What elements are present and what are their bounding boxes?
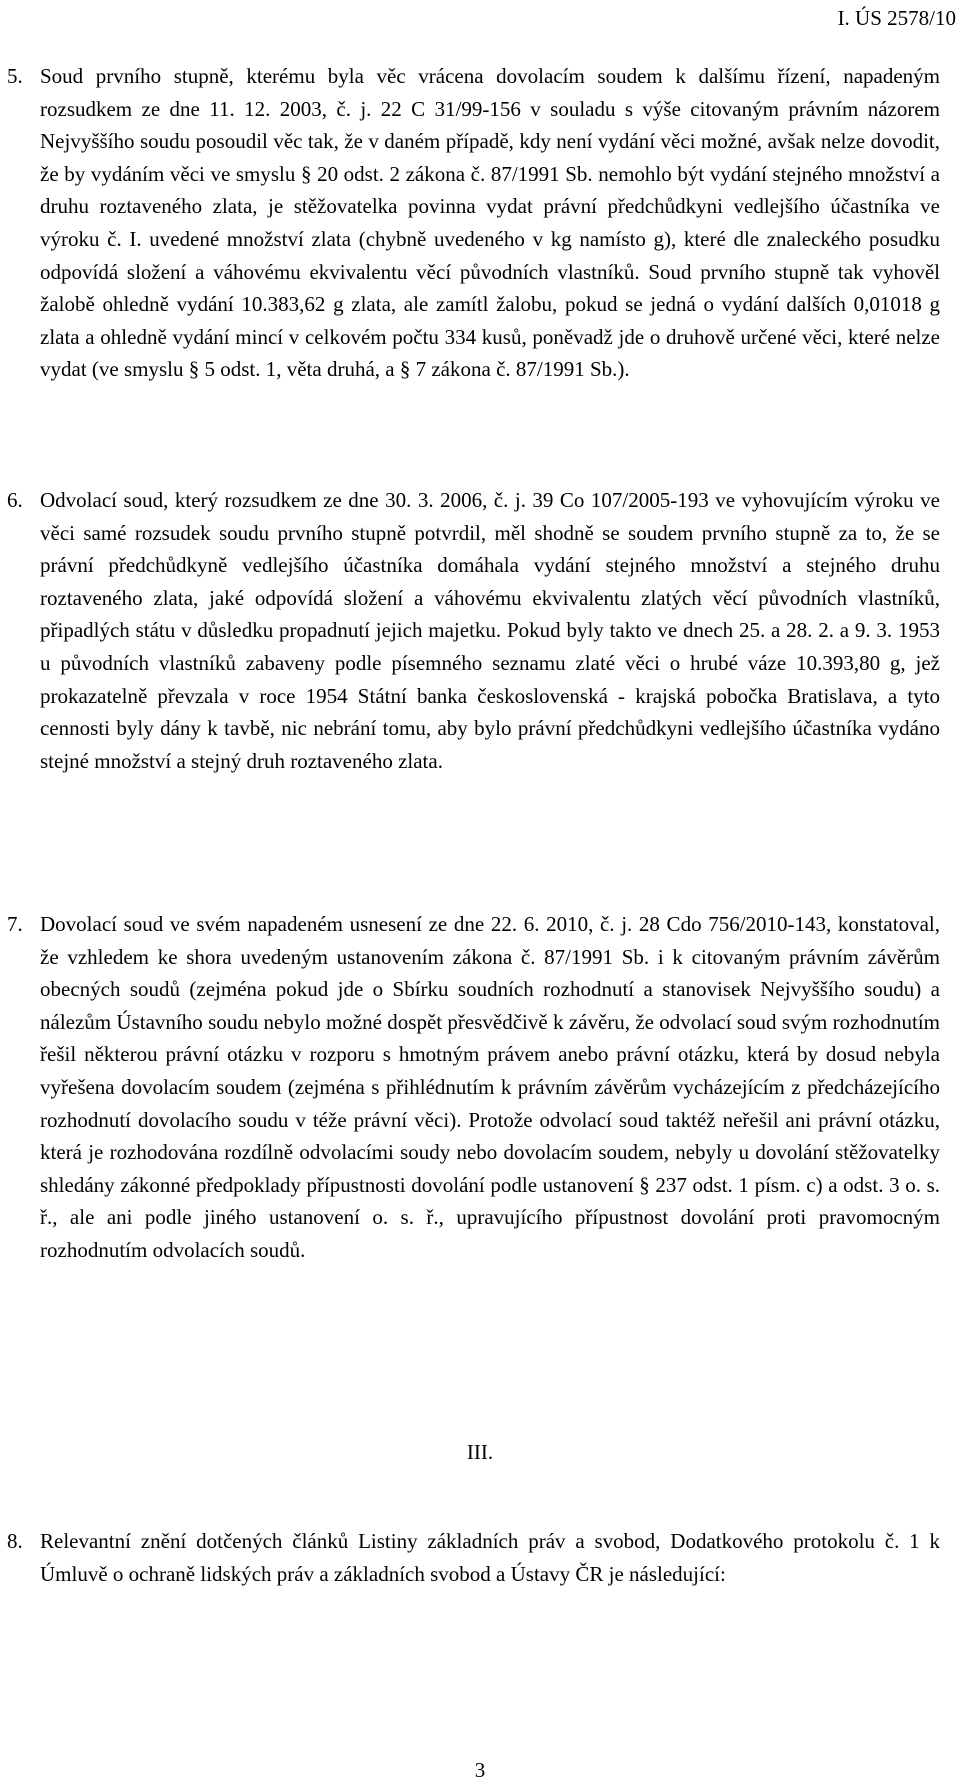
paragraph-number: 8. — [7, 1529, 23, 1553]
paragraph-number: 5. — [7, 64, 23, 88]
paragraph-number: 7. — [7, 912, 23, 936]
paragraph-text: Relevantní znění dotčených článků Listiny základních práv a svobod, Dodatkového protokolu č. 1 k Úmluvě o ochraně lidských práv a základních svobod a Ústavy ČR je následující: — [40, 1529, 940, 1586]
paragraph-5 — [7, 60, 940, 386]
case-number-header: I. ÚS 2578/10 — [837, 6, 956, 30]
paragraph-text: Soud prvního stupně, kterému byla věc vrácena dovolacím soudem k dalšímu řízení, napadeným rozsudkem ze dne 11. 12. 2003, č. j. 22 C 31/99-156 v souladu s výše citovaným právním názorem Nejvyššího soudu posoudil věc tak, že v daném případě, kdy není vydání věci možné, avšak nelze dovodit, že by vydáním věci ve smyslu § 20 odst. 2 zákona č. 87/1991 Sb. nemohlo být vydání stejného množství a druhu roztaveného zlata, je stěžovatelka povinna vydat právní předchůdkyni vedlejšího účastníka ve výroku č. I. uvedené množství zlata (chybně uvedeného v kg namísto g), které dle znaleckého posudku odpovídá složení a váhovému ekvivalentu věcí původních vlastníků. Soud prvního stupně tak vyhověl žalobě ohledně vydání 10.383,62 g zlata, ale zamítl žalobu, pokud se jedná o vydání dalších 0,01018 g zlata a ohledně vydání mincí v celkovém počtu 334 kusů, poněvadž jde o druhově určené věci, které nelze vydat (ve smyslu § 5 odst. 1, věta druhá, a § 7 zákona č. 87/1991 Sb.). — [40, 64, 940, 382]
paragraph-8 — [7, 1525, 940, 1590]
page-number: 3 — [474, 1758, 486, 1782]
paragraph-text: Odvolací soud, který rozsudkem ze dne 30. 3. 2006, č. j. 39 Co 107/2005-193 ve vyhovujícím výroku ve věci samé rozsudek soudu prvního stupně potvrdil, měl shodně se soudem prvního stupně za to, že se právní předchůdkyně vedlejšího účastníka domáhala vydání stejného množství a stejného druhu roztaveného zlata, jaké odpovídá složení a váhovému ekvivalentu zlatých věcí původních vlastníků, připadlých státu v důsledku propadnutí jejich majetku. Pokud byly takto ve dnech 25. a 28. 2. a 9. 3. 1953 u původních vlastníků zabaveny podle písemného seznamu zlaté věci o hrubé váze 10.393,80 g, jež prokazatelně převzala v roce 1954 Státní banka československá - krajská pobočka Bratislava, a tyto cennosti byly dány k tavbě, nic nebrání tomu, aby bylo právní předchůdkyni vedlejšího účastníka vydáno stejné množství a stejný druh roztaveného zlata. — [40, 488, 940, 773]
section-heading: III. — [466, 1440, 494, 1464]
paragraph-7 — [7, 908, 940, 1267]
paragraph-text: Dovolací soud ve svém napadeném usnesení ze dne 22. 6. 2010, č. j. 28 Cdo 756/2010-143, konstatoval, že vzhledem ke shora uvedeným ustanovením zákona č. 87/1991 Sb. i k citovaným právním závěrům obecných soudů (zejména pokud jde o Sbírku soudních rozhodnutí a stanovisek Nejvyššího soudu) a nálezům Ústavního soudu nebylo možné dospět přesvědčivě k závěru, že odvolací soud svým rozhodnutím řešil některou právní otázku v rozporu s hmotným právem anebo právní otázku, která by dosud nebyla vyřešena dovolacím soudem (zejména s přihlédnutím k právním závěrům vycházejícím z předcházejícího rozhodnutí dovolacího soudu v téže právní věci). Protože odvolací soud taktéž neřešil ani právní otázku, která je rozhodována rozdílně odvolacími soudy nebo dovolacím soudem, nebyly u dovolání stěžovatelky shledány zákonné předpoklady přípustnosti dovolání podle ustanovení § 237 odst. 1 písm. c) a odst. 3 o. s. ř., ale ani podle jiného ustanovení o. s. ř., upravujícího přípustnost dovolání proti pravomocným rozhodnutím odvolacích soudů. — [40, 912, 940, 1262]
paragraph-6 — [7, 484, 940, 777]
paragraph-number: 6. — [7, 488, 23, 512]
